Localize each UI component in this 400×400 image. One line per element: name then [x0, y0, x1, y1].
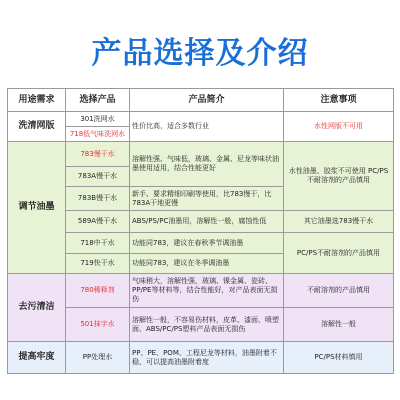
table-row: [8, 308, 394, 342]
note-cell: 溶解性一般: [284, 308, 394, 342]
description-cell: 溶解性一般，不容易伤材料，皮革、漆面、喷塑面、ABS/PC/PS塑料产品表面无损伤: [130, 308, 284, 342]
table-row: [8, 342, 394, 374]
note-cell: 水性油墨、胶浆不可使用 PC/PS不耐溶剂的产品慎用: [284, 142, 394, 211]
product-cell: 718中干水: [66, 233, 130, 254]
header-product: 选择产品: [66, 89, 130, 112]
product-cell: 301洗网水: [66, 112, 130, 127]
table-header-row: [8, 89, 394, 112]
description-cell: 功能同783，建议在春秋季节调油墨: [130, 233, 284, 254]
table-row: [8, 233, 394, 254]
page-title: 产品选择及介绍: [91, 36, 309, 71]
product-cell: 783慢干水: [66, 142, 130, 167]
category-clean-screen: 洗清网版: [8, 112, 66, 142]
table-row: [8, 142, 394, 167]
table-row: [8, 211, 394, 233]
product-cell: 719快干水: [66, 254, 130, 274]
product-cell: 783A慢干水: [66, 167, 130, 187]
product-table: [7, 88, 394, 374]
description-cell: 性价比高，适合多数行业: [130, 112, 284, 142]
description-cell: 新手、要求精细印刷等使用，比783慢干，比783A干地更慢: [130, 187, 284, 211]
header-description: 产品简介: [130, 89, 284, 112]
description-cell: 气味稍大，溶解性强，玻璃、镍金属、瓷砖、PP/PE等材料等，结合性能好，对产品表面无损伤: [130, 274, 284, 308]
product-cell: PP处理水: [66, 342, 130, 374]
note-cell: PC/PS材料慎用: [284, 342, 394, 374]
table-row: [8, 274, 394, 308]
note-cell: 不耐溶剂的产品慎用: [284, 274, 394, 308]
note-cell: PC/PS不耐溶剂的产品慎用: [284, 233, 394, 274]
category-decontaminate: 去污清洁: [8, 274, 66, 342]
description-cell: 功能同783，建议在冬季调油墨: [130, 254, 284, 274]
product-cell: 589A慢干水: [66, 211, 130, 233]
product-cell: 501抹字水: [66, 308, 130, 342]
product-cell: 718低气味洗网水: [66, 127, 130, 142]
description-cell: PP、PE、POM、工程尼龙等材料，油墨附着不稳，可以提高油墨附着度: [130, 342, 284, 374]
category-improve-adhesion: 提高牢度: [8, 342, 66, 374]
note-cell: 其它油墨选783慢干水: [284, 211, 394, 233]
description-cell: 溶解性强、气味低，玻璃、金属、尼龙等味状油墨使用适用，结合性能更好: [130, 142, 284, 187]
header-usage: 用途需求: [8, 89, 66, 112]
description-cell: ABS/PS/PC油墨用，溶解性一般，腐蚀性低: [130, 211, 284, 233]
note-cell: 水性网版不可用: [284, 112, 394, 142]
table-row: [8, 112, 394, 127]
product-cell: 780稀释剂: [66, 274, 130, 308]
header-notes: 注意事项: [284, 89, 394, 112]
product-cell: 783B慢干水: [66, 187, 130, 211]
category-adjust-ink: 调节油墨: [8, 142, 66, 274]
